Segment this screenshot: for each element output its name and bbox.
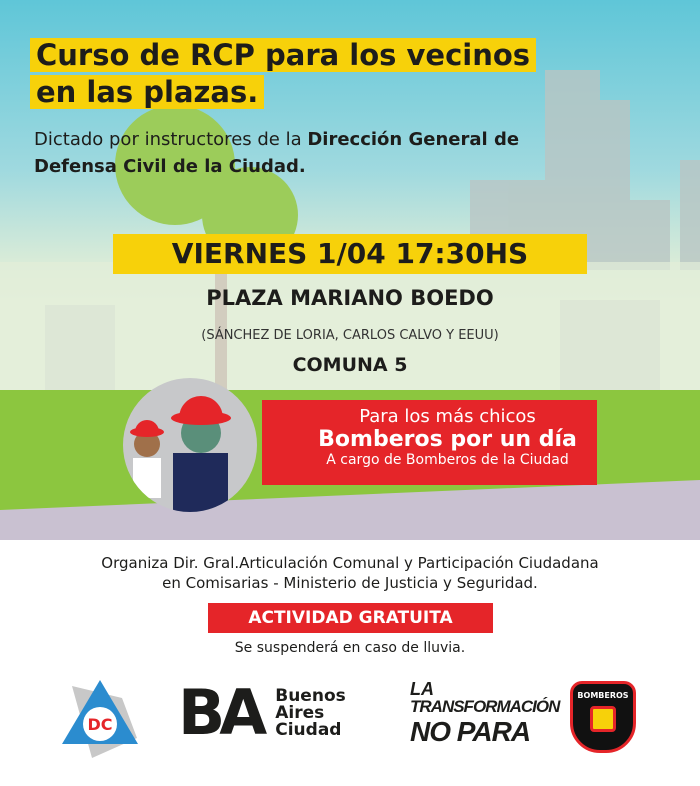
ba-text-3: Ciudad xyxy=(275,719,342,740)
ba-text-2: Aires xyxy=(275,702,325,723)
subtitle-bold-2: Defensa Civil de la Ciudad. xyxy=(34,156,306,177)
ba-text-1: Buenos xyxy=(275,685,346,706)
kids-line-1: Para los más chicos xyxy=(359,406,536,427)
organizer-name: Dir. Gral.Articulación Comunal y Participación Ciudadana xyxy=(173,554,599,572)
transformacion-logo xyxy=(410,680,559,748)
date-banner: VIERNES 1/04 17:30HS xyxy=(113,234,587,274)
kids-line-2: Bomberos por un día xyxy=(318,427,577,452)
transf-line-1: LA xyxy=(410,679,434,699)
title-line-2: en las plazas. xyxy=(30,75,264,109)
venue-comuna: COMUNA 5 xyxy=(292,354,408,376)
organizer-text xyxy=(0,553,700,593)
organizer-prefix: Organiza xyxy=(101,554,174,572)
subtitle-bold: Dirección General de xyxy=(307,129,520,150)
firefighters-illustration xyxy=(123,378,257,512)
transf-line-3: NO PARA xyxy=(410,716,531,747)
axe-emblem-icon xyxy=(590,706,616,732)
transf-line-2: TRANSFORMACIÓN xyxy=(410,697,560,716)
defensa-civil-logo xyxy=(62,678,142,764)
bomberos-badge-logo xyxy=(570,681,636,753)
ba-letters: BA xyxy=(178,676,262,749)
subtitle xyxy=(34,126,519,180)
svg-text:DC: DC xyxy=(87,715,113,734)
free-activity-badge: ACTIVIDAD GRATUITA xyxy=(208,603,493,633)
organizer-ministry: en Comisarias - Ministerio de Justicia y Seguridad. xyxy=(162,574,538,592)
subtitle-text: Dictado por instructores de la xyxy=(34,129,308,150)
venue-address: (SÁNCHEZ DE LORIA, CARLOS CALVO Y EEUU) xyxy=(201,328,499,343)
rain-notice: Se suspenderá en caso de lluvia. xyxy=(234,640,466,656)
bomberos-text: BOMBEROS xyxy=(577,691,629,700)
title-line-1: Curso de RCP para los vecinos xyxy=(30,38,536,72)
venue-name: PLAZA MARIANO BOEDO xyxy=(206,286,494,310)
kids-activity-banner xyxy=(262,400,597,485)
kids-line-3: A cargo de Bomberos de la Ciudad xyxy=(326,452,569,468)
buenos-aires-ciudad-logo xyxy=(178,676,346,749)
